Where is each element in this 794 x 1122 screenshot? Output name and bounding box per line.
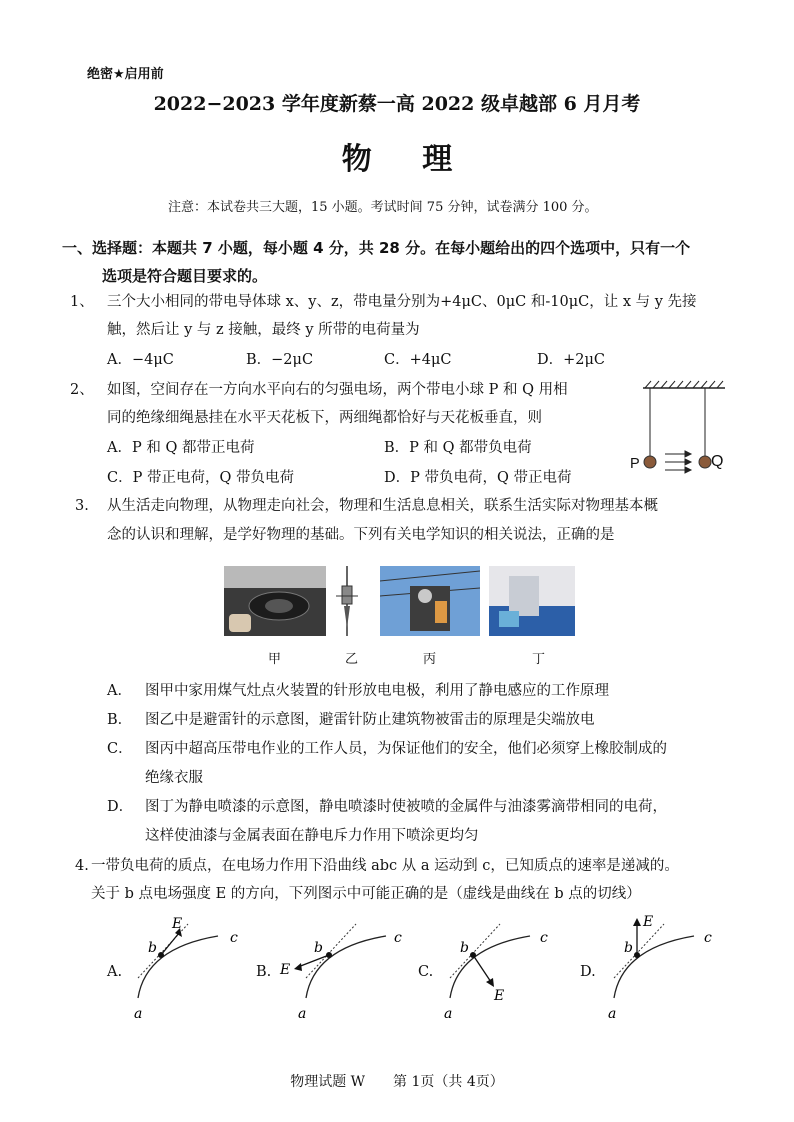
q1-number: 1、 [70,294,94,310]
section-1-line2: 选项是符合题目要求的。 [102,267,268,285]
q2-option-c: C．P 带正电荷，Q 带负电荷 [107,470,294,486]
label-b: b [624,940,633,956]
q2-option-d: D．P 带负电荷，Q 带正电荷 [384,470,572,486]
q3-number: 3. [75,498,89,514]
ball-q [699,456,711,468]
section-1-heading [62,234,742,290]
q2-line1: 如图，空间存在一方向水平向右的匀强电场，两个带电小球 P 和 Q 用相 [107,382,568,398]
q4-diagram-c [436,910,566,1030]
exam-title: 2022−2023 学年度新蔡一高 2022 级卓越部 6 月月考 [153,93,641,115]
q4-diagram-a [128,910,248,1030]
label-a: a [134,1006,143,1022]
photo-jia-gas-stove [224,566,326,636]
q4-line1: 一带负电荷的质点，在电场力作用下沿曲线 abc 从 a 运动到 c，已知质点的速率是递减的。 [91,858,679,874]
q3-option-d-line1: 图丁为静电喷漆的示意图，静电喷漆时使被喷的金属件与油漆雾滴带相同的电荷， [145,799,667,815]
ball-p [644,456,656,468]
label-c: c [540,930,548,946]
q1-line2: 触，然后让 y 与 z 接触，最终 y 所带的电荷量为 [107,322,420,338]
q4-diagram-b [276,910,406,1030]
exam-notice: 注意：本试卷共三大题，15 小题。考试时间 75 分钟，试卷满分 100 分。 [168,200,598,215]
photo-bing-live-wire-work [380,566,480,636]
q4-option-a-label: A. [107,964,123,980]
q3-option-c-line1: 图丙中超高压带电作业的工作人员，为保证他们的安全，他们必须穿上橡胶制成的 [145,741,667,757]
q3-option-b-label: B． [107,712,133,728]
q3-option-a: 图甲中家用煤气灶点火装置的针形放电电极，利用了静电感应的工作原理 [145,683,609,699]
q1-option-a: A．−4μC [107,352,174,368]
q3-option-d-label: D． [107,799,134,815]
q4-diagram-d [602,910,722,1030]
photo-ding-spray-painting [489,566,575,636]
label-b: b [460,940,469,956]
label-b: b [314,940,323,956]
label-c: c [704,930,712,946]
caption-yi: 乙 [345,652,359,667]
label-e: E [172,916,183,932]
q4-number: 4. [75,858,89,874]
label-e: E [494,988,505,1004]
q3-option-b: 图乙中是避雷针的示意图，避雷针防止建筑物被雷击的原理是尖端放电 [145,712,595,728]
q3-line2: 念的认识和理解，是学好物理的基础。下列有关电学知识的相关说法，正确的是 [107,527,615,543]
caption-bing: 丙 [423,652,437,667]
photo-yi-lightning-rod [334,566,360,636]
secret-label: 绝密★启用前 [87,67,164,82]
field-arrows [665,451,691,473]
q2-option-a: A．P 和 Q 都带正电荷 [107,440,255,456]
section-1-line1: 一、选择题：本题共 7 小题，每小题 4 分，共 28 分。在每小题给出的四个选项中，只有一个 [62,239,691,257]
q3-option-c-label: C． [107,741,133,757]
q2-line2: 同的绝缘细绳悬挂在水平天花板下，两细绳都恰好与天花板垂直，则 [107,410,542,426]
label-a: a [298,1006,307,1022]
q1-line1: 三个大小相同的带电导体球 x、y、z，带电量分别为+4μC、0μC 和-10μC，让 x 与 y 先接 [107,294,697,310]
page-footer: 物理试题 W 第 1页（共 4页） [290,1074,504,1090]
label-p: P [630,456,640,472]
q4-option-c-label: C. [418,964,434,980]
label-q: Q [711,453,724,470]
label-b: b [148,940,157,956]
q3-option-d-line2: 这样使油漆与金属表面在静电斥力作用下喷涂更均匀 [145,828,479,844]
subject-title: 物 理 [341,142,473,177]
q3-option-a-label: A． [107,683,132,699]
q4-option-b-label: B. [256,964,272,980]
label-e: E [643,914,654,930]
caption-ding: 丁 [532,652,546,667]
q3-option-c-line2: 绝缘衣服 [145,770,203,786]
q3-line1: 从生活走向物理，从物理走向社会，物理和生活息息相关，联系生活实际对物理基本概 [107,498,658,514]
q4-line2: 关于 b 点电场强度 E 的方向，下列图示中可能正确的是（虚线是曲线在 b 点的切线） [91,886,641,902]
q1-option-d: D．+2μC [537,352,606,368]
caption-jia: 甲 [268,652,282,667]
q4-option-d-label: D. [580,964,596,980]
label-e: E [280,962,291,978]
label-a: a [608,1006,617,1022]
ceiling [643,381,725,388]
q1-option-c: C．+4μC [384,352,452,368]
q1-option-b: B．−2μC [246,352,314,368]
label-a: a [444,1006,453,1022]
q2-option-b: B．P 和 Q 都带负电荷 [384,440,532,456]
label-c: c [230,930,238,946]
q2-number: 2、 [70,382,94,398]
label-c: c [394,930,402,946]
